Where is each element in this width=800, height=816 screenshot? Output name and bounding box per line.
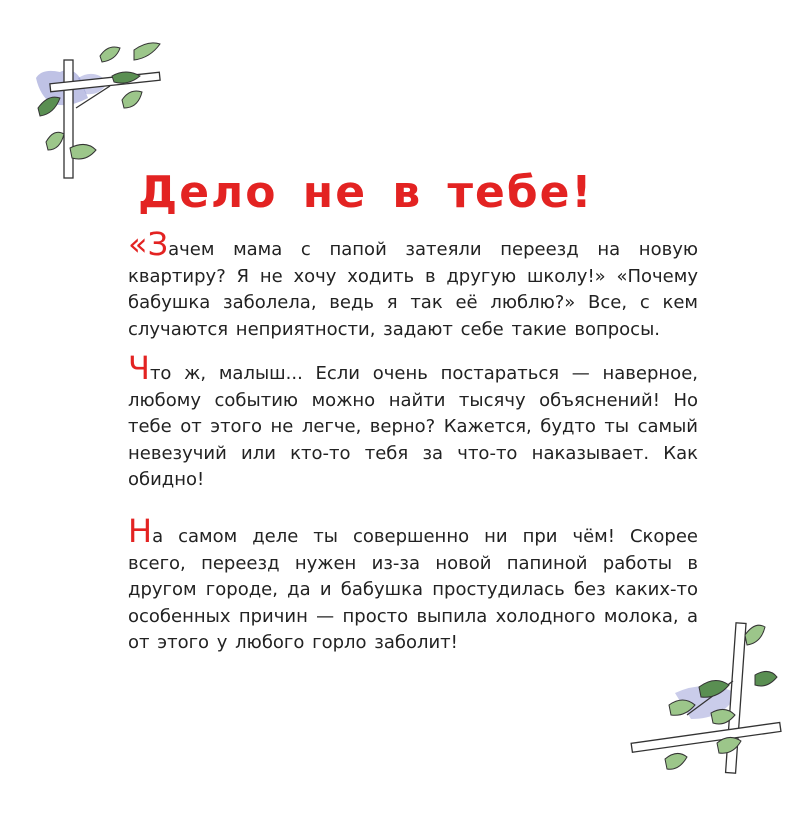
- paragraph-3: [128, 512, 698, 657]
- page-title: Дело не в тебе!: [138, 167, 594, 219]
- paragraph-1-initial: «З: [128, 225, 169, 263]
- paragraph-1-text: ачем мама с папой затеяли переезд на новую квартиру? Я не хочу ходить в другую школу!» «Почему бабушка заболела, ведь я так её люблю?» Все, с кем случаются неприятности, задают себе такие вопросы.: [128, 239, 698, 340]
- paragraph-2-initial: Ч: [128, 349, 150, 387]
- branch-illustration-top: [30, 38, 165, 183]
- paragraph-3-initial: Н: [128, 512, 153, 550]
- paragraph-1: [128, 225, 698, 343]
- paragraph-2-text: то ж, малыш... Если очень постараться — наверное, любому событию можно найти тысячу объяснений! Но тебе от этого не легче, верно? Кажется, будто ты самый невезучий или кто-то тебя за что-то наказывает. Как обидно!: [128, 363, 698, 490]
- branch-illustration-bottom: [625, 615, 790, 790]
- paragraph-3-text: а самом деле ты совершенно ни при чём! Скорее всего, переезд нужен из-за новой папиной работы в другом городе, да и бабушка простудилась без каких-то особенных причин — просто выпила холодного молока, а от этого у любого горло заболит!: [128, 526, 698, 653]
- paragraph-2: [128, 349, 698, 494]
